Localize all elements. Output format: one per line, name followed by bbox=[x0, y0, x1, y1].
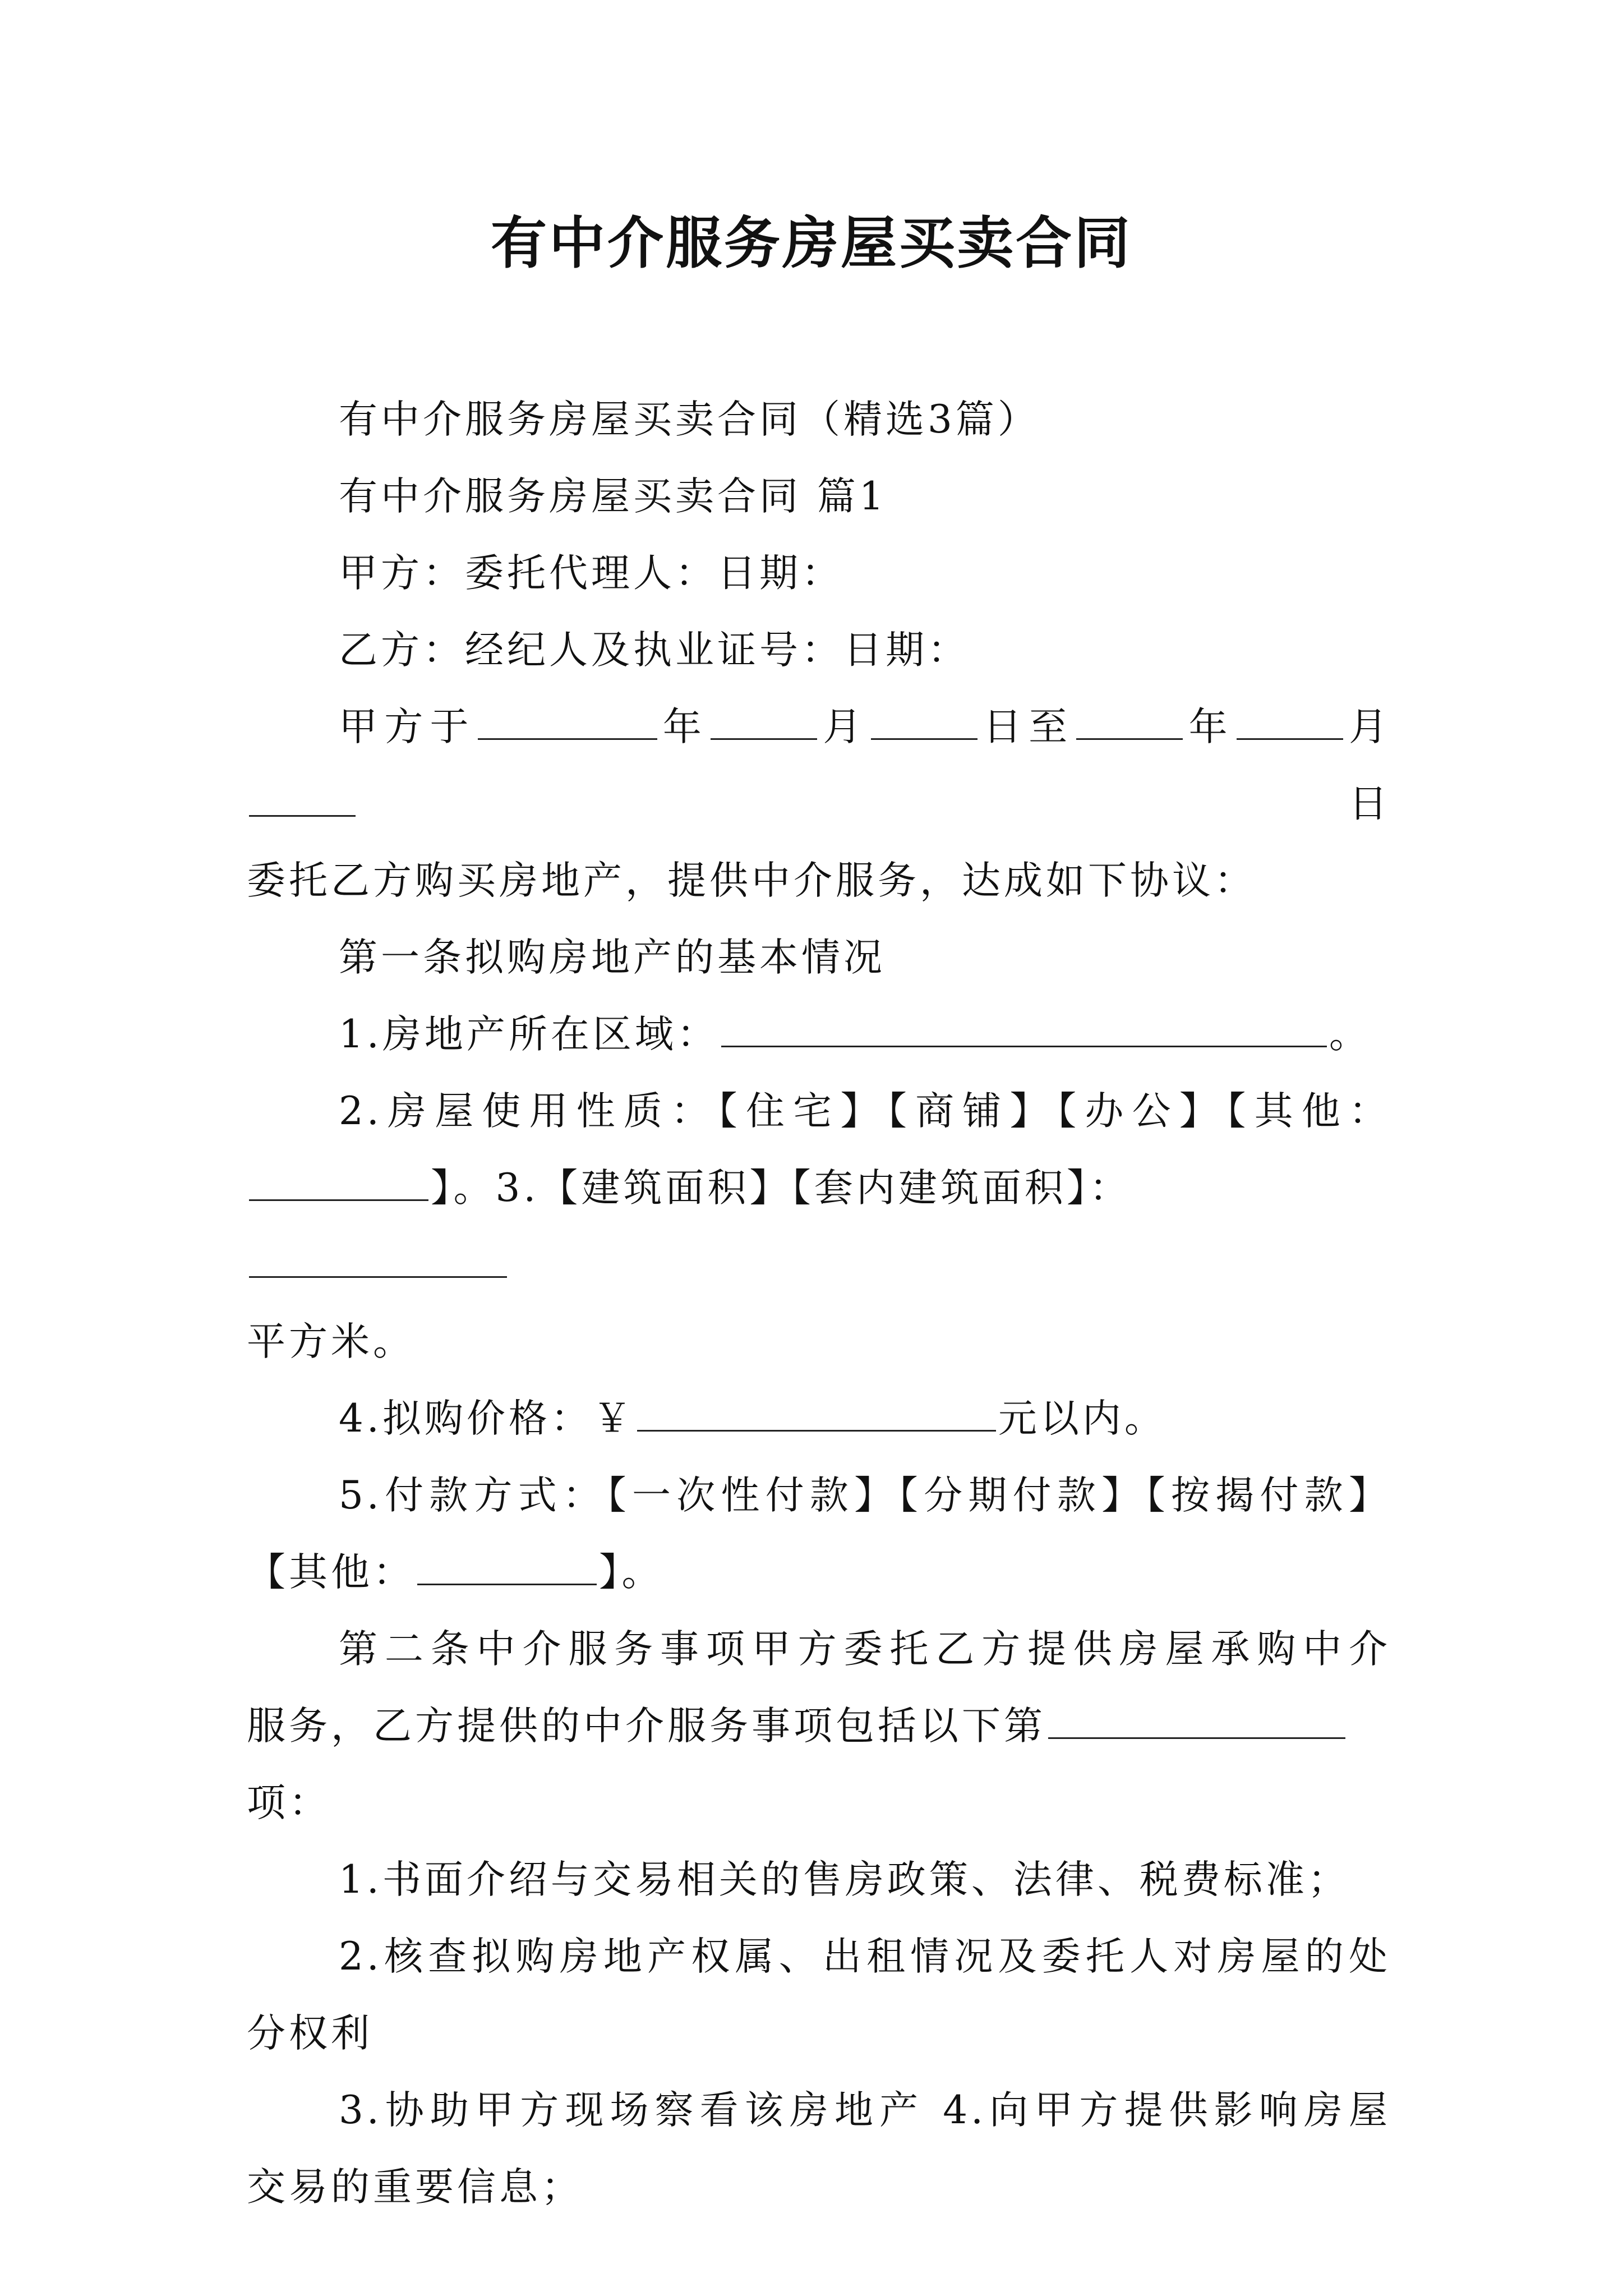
entrust-text-3: 月 bbox=[819, 705, 869, 749]
blank-service-items bbox=[1048, 1737, 1345, 1739]
article1-title: 第一条拟购房地产的基本情况 bbox=[339, 935, 886, 980]
entrust-text-7: 日 bbox=[358, 781, 1391, 826]
item1-end: 。 bbox=[1329, 1012, 1371, 1057]
part-heading: 有中介服务房屋买卖合同 篇1 bbox=[339, 474, 887, 519]
item3-unit-line: 平方米。 bbox=[247, 1319, 415, 1364]
service3-line-2: 交易的重要信息； bbox=[247, 2165, 583, 2210]
item5-cont-b: 】。 bbox=[599, 1550, 664, 1595]
party-a-line: 甲方：委托代理人：日期： bbox=[339, 551, 843, 596]
item1-label: 1.房地产所在区域： bbox=[339, 1012, 719, 1057]
blank-other-use bbox=[249, 1199, 428, 1201]
entrust-text-1: 甲方于 bbox=[339, 705, 476, 749]
service1-line: 1.书面介绍与交易相关的售房政策、法律、税费标准； bbox=[339, 1857, 1350, 1902]
item5-cont-line bbox=[247, 1534, 1391, 1611]
entrust-text-6: 月 bbox=[1345, 705, 1391, 749]
item5-line: 5.付款方式：【一次性付款】【分期付款】【按揭付款】 bbox=[339, 1473, 1391, 1518]
article2-line-2 bbox=[247, 1688, 1391, 1765]
service2-line-2: 分权利 bbox=[247, 2011, 373, 2056]
blank-month-start bbox=[711, 738, 817, 740]
blank-price bbox=[637, 1430, 996, 1432]
article2-line-2-text: 服务，乙方提供的中介服务事项包括以下第 bbox=[247, 1704, 1046, 1749]
document-title: 有中介服务房屋买卖合同 bbox=[491, 210, 1132, 276]
entrust-period-line bbox=[247, 689, 1391, 843]
blank-day-start bbox=[871, 738, 978, 740]
blank-other-payment bbox=[417, 1584, 597, 1585]
item5-cont-a: 【其他： bbox=[247, 1550, 415, 1595]
item2-cont-line bbox=[247, 1150, 1391, 1304]
entrust-purpose-line: 委托乙方购买房地产，提供中介服务，达成如下协议： bbox=[247, 858, 1256, 903]
entrust-text-5: 年 bbox=[1185, 705, 1234, 749]
party-b-line: 乙方：经纪人及执业证号：日期： bbox=[339, 628, 970, 673]
item2-line: 2.房屋使用性质：【住宅】【商铺】【办公】【其他： bbox=[339, 1089, 1391, 1134]
subtitle-line: 有中介服务房屋买卖合同（精选3篇） bbox=[339, 397, 1040, 442]
item4-line bbox=[247, 1381, 1391, 1457]
article2-line-1: 第二条中介服务事项甲方委托乙方提供房屋承购中介 bbox=[339, 1627, 1391, 1672]
item4-end: 元以内。 bbox=[998, 1396, 1166, 1441]
service3-line-1: 3.协助甲方现场察看该房地产 4.向甲方提供影响房屋 bbox=[339, 2088, 1391, 2133]
entrust-text-4: 日至 bbox=[979, 705, 1075, 749]
item1-line bbox=[247, 996, 1391, 1073]
article2-line-3: 项： bbox=[247, 1780, 331, 1825]
blank-year-end bbox=[1076, 738, 1183, 740]
entrust-text-2: 年 bbox=[659, 705, 709, 749]
service2-line-1: 2.核查拟购房地产权属、出租情况及委托人对房屋的处 bbox=[339, 1934, 1391, 1979]
item2-cont-text: 】。3.【建筑面积】【套内建筑面积】： bbox=[431, 1166, 1132, 1211]
blank-area-region bbox=[721, 1046, 1327, 1047]
blank-year-start bbox=[478, 738, 657, 740]
blank-day-end bbox=[249, 815, 356, 817]
document-body bbox=[247, 381, 1391, 2226]
item4-label: 4.拟购价格：￥ bbox=[339, 1396, 635, 1441]
blank-floor-area bbox=[249, 1276, 507, 1278]
blank-month-end bbox=[1237, 738, 1343, 740]
